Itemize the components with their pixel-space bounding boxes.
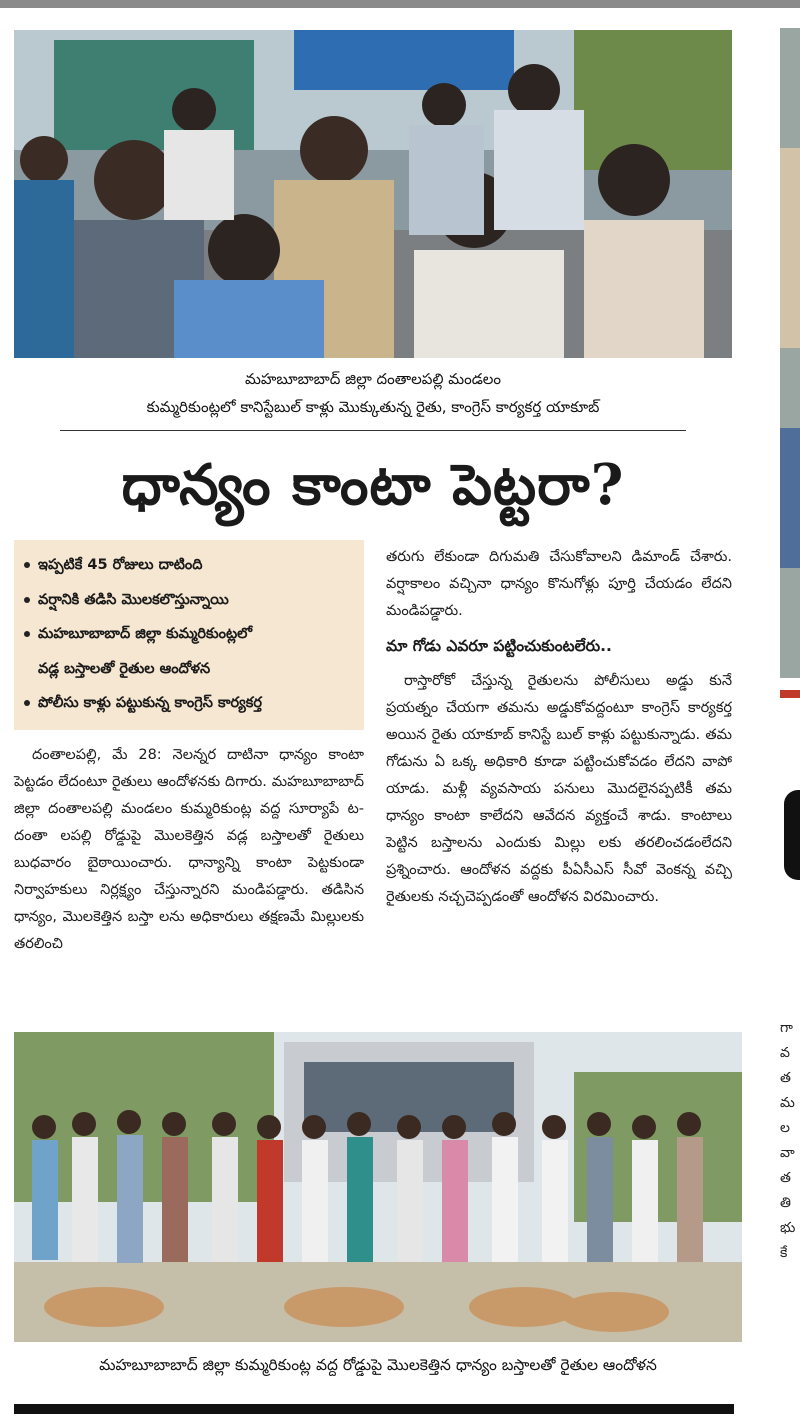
article-paragraph: దంతాలపల్లి, మే 28: నెలన్నర దాటినా ధాన్యం కాంటా పెట్టడం లేదంటూ రైతులు ఆందోళనకు దిగారు. మహబూబాబాద్ జిల్లా దంతాలపల్లి మండలం కుమ్మరికుంట్ల వద్ద సూర్యాపే ట-దంతా లపల్లి రోడ్డుపై మొలకెత్తిన వడ్ల బస్తాలతో రైతులు బుధవారం బైఠాయించారు. ధాన్యాన్ని కాంటా పెట్టకుండా నిర్వాహకులు నిర్లక్ష్యం చేస్తున్నారని మండిపడ్డారు. తడిసిన ధాన్యం, మొలకెత్తిన బస్తా లను అధికారులు తక్షణమే మిల్లులకు తరలించి xyxy=(14,747,364,952)
article-right-column xyxy=(386,544,732,911)
caption-rule xyxy=(60,430,686,431)
top-photo-caption-line1: మహబూబాబాద్ జిల్లా దంతాలపల్లి మండలం xyxy=(244,370,502,388)
next-article-header-bar xyxy=(14,1404,734,1414)
bullet-icon xyxy=(24,700,30,706)
article-left-column xyxy=(14,742,364,958)
headline: ధాన్యం కాంటా పెట్టరా? xyxy=(121,452,625,518)
bottom-photo-caption: మహబూబాబాద్ జిల్లా కుమ్మరికుంట్ల వద్ద రోడ్డుపై మొలకెత్తిన ధాన్యం బస్తాలతో రైతుల ఆందోళన xyxy=(99,1356,657,1374)
adjacent-headline-fragment xyxy=(784,790,800,880)
highlight-item: ఇప్పటికే 45 రోజులు దాటింది xyxy=(24,548,354,583)
bottom-photo xyxy=(14,1032,742,1342)
top-photo-caption-line2: కుమ్మరికుంట్లలో కానిస్టేబుల్ కాళ్లు మొక్కుతున్న రైతు, కాంగ్రెస్ కార్యకర్త యాకూబ్ xyxy=(146,398,600,416)
article-paragraph: తరుగు లేకుండా దిగుమతి చేసుకోవాలని డిమాండ్ చేశారు. వర్షాకాలం వచ్చినా ధాన్యం కొనుగోళ్లు పూర్తి చేయడం లేదని మండిపడ్డారు. xyxy=(386,549,732,619)
bullet-icon xyxy=(24,631,30,637)
highlight-item: మహబూబాబాద్ జిల్లా కుమ్మరికుంట్లలో xyxy=(24,617,354,652)
adjacent-red-headline-fragment xyxy=(780,690,800,698)
adjacent-photo-fragment xyxy=(778,28,800,678)
highlight-item: వర్షానికి తడిసి మొలకలొస్తున్నాయి xyxy=(24,583,354,618)
adjacent-text-fragment: గా వ త మ ల వా త తి భు కే xyxy=(780,1020,796,1261)
highlights-box xyxy=(14,540,364,730)
highlight-item-continued: వడ్ల బస్తాలతో రైతుల ఆందోళన xyxy=(38,660,211,677)
bottom-photo-illustration xyxy=(14,1032,742,1342)
page-top-bar xyxy=(0,0,800,8)
highlight-item: పోలీసు కాళ్లు పట్టుకున్న కాంగ్రెస్ కార్యకర్త xyxy=(24,686,354,721)
top-photo xyxy=(14,30,732,358)
article-subheading: మా గోడు ఎవరూ పట్టించుకుంటలేరు.. xyxy=(386,637,612,655)
bullet-icon xyxy=(24,562,30,568)
article-paragraph: రాస్తారోకో చేస్తున్న రైతులను పోలీసులు అడ్డు కునే ప్రయత్నం చేయగా తమను అడ్డుకోవద్దంటూ కాంగ్రెస్ కార్యకర్త అయిన రైతు యాకూబ్ కానిస్టే బుల్ కాళ్లు పట్టుకున్నాడు. తమ గోడును ఏ ఒక్క అధికారి కూడా పట్టించుకోవడం లేదని వాపో యాడు. మళ్లీ వ్యవసాయ పనులు మొదలైనప్పటికీ తమ ధాన్యం కాంటా కాలేదని ఆవేదన వ్యక్తంచే శాడు. కాంటాలు పెట్టిన బస్తాలను ఎందుకు మిల్లు లకు తరలించడంలేదని ప్రశ్నించారు. ఆందోళన వద్దకు పీఏసీఎస్ సీవో వెంకన్న వచ్చి రైతులకు నచ్చచెప్పడంతో ఆందోళన విరమించారు. xyxy=(386,673,732,905)
bullet-icon xyxy=(24,597,30,603)
top-photo-illustration xyxy=(14,30,732,358)
